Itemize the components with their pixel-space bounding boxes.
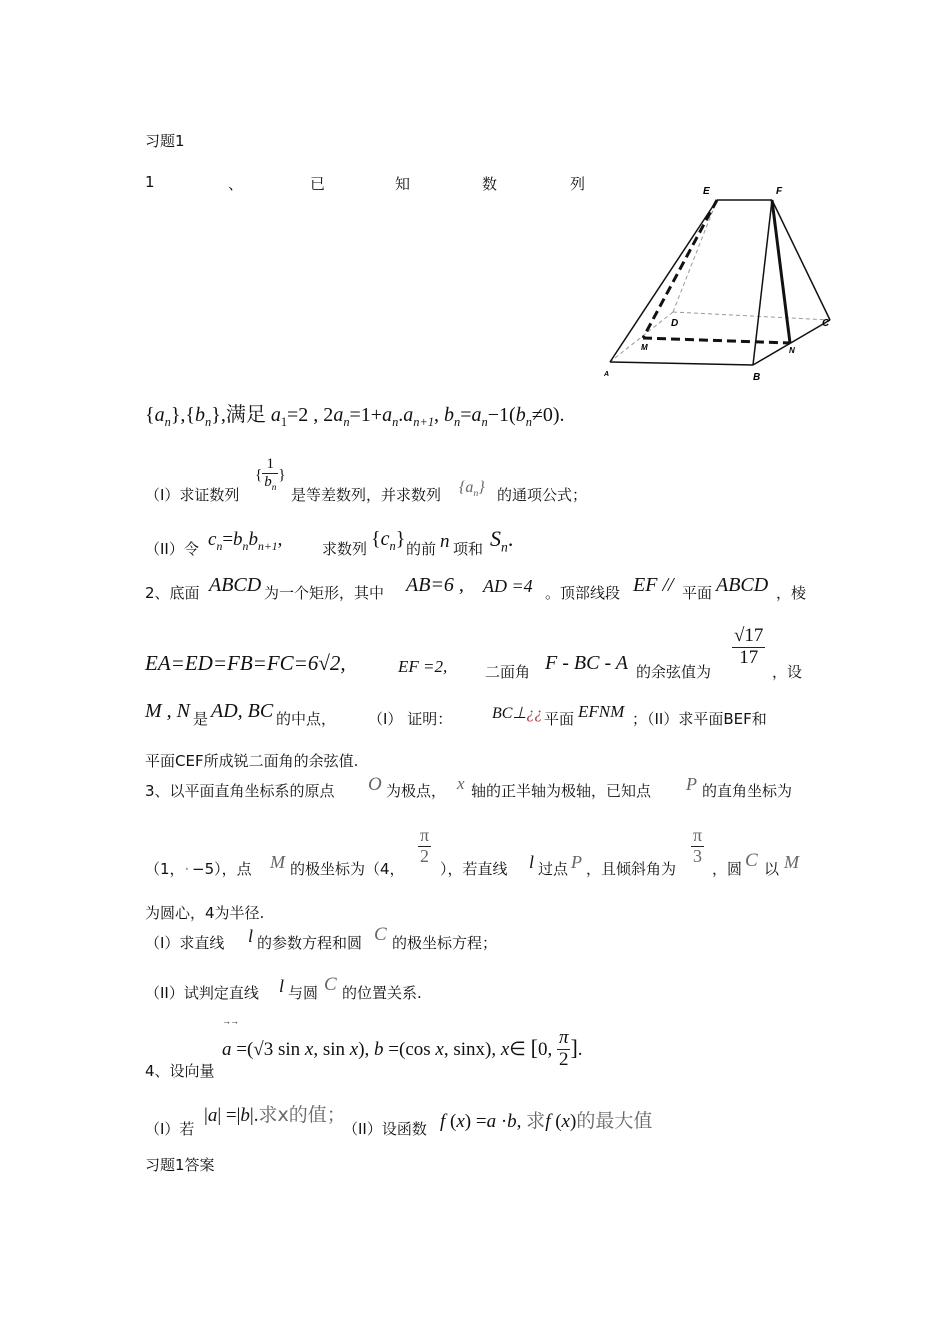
q1-part2-mid2: 的前 — [406, 540, 437, 558]
q3-line3: 为圆心，4为半径. — [145, 904, 265, 922]
q2-ef-length: EF =2, — [398, 657, 448, 676]
q3-part1-l: l — [248, 926, 254, 946]
q3-x-var: x — [457, 774, 465, 793]
label-B: B — [753, 372, 761, 383]
q3-part2-l: l — [279, 976, 285, 996]
q3-part1-c: 的极坐标方程； — [392, 934, 498, 952]
label-F: F — [776, 186, 783, 197]
edge-FN — [772, 200, 790, 343]
q2-mn: M , N — [145, 700, 191, 722]
edge-BC — [753, 320, 830, 365]
q1-word-1: 已 — [310, 175, 326, 193]
q3-line1-d: 的直角坐标为 — [702, 782, 793, 800]
q4-vector-arrows: →→ — [222, 1016, 238, 1026]
q1-part2-label: （II）令 — [145, 540, 199, 558]
q3-part2-a: （II）试判定直线 — [145, 984, 259, 1002]
q2-edge-lengths: EA=ED=FB=FC=6√2, — [145, 651, 346, 675]
label-N: N — [789, 346, 795, 355]
answers-title: 习题1答案 — [145, 1156, 215, 1174]
q2-line1-e: ，棱 — [776, 584, 807, 602]
q2-line3-c: （I） 证明： — [368, 710, 453, 728]
label-A: A — [604, 371, 610, 378]
q3-part1-a: （Ⅰ）求直线 — [145, 934, 225, 952]
edge-DA — [610, 312, 673, 362]
q3-point-M2: M — [784, 852, 799, 872]
q2-bc-perp: BC⊥¿¿ — [492, 705, 543, 722]
q3-point-P: P — [686, 774, 697, 794]
q1-part1-end: 的通项公式； — [497, 486, 588, 504]
q4-label: 4、设向量 — [145, 1062, 215, 1080]
q2-line4: 平面CEF所成锐二面角的余弦值. — [145, 752, 359, 770]
q4-part1: （I）若 — [145, 1120, 195, 1138]
label-M: M — [641, 343, 648, 352]
q3-line1-a: 3、以平面直角坐标系的原点 — [145, 782, 335, 800]
q2-efnm: EFNM — [578, 702, 625, 721]
q2-line2-b: 的余弦值为 — [636, 663, 712, 681]
q2-line3-e: ；（II）求平面BEF和 — [632, 710, 767, 728]
q1-condition: $\{a_n\},\{b_n\}$,满足 $a_1=2$ , $2a_n=1+a_n.a_{n+1}$, $b_n=a_n-1(b_n\ne 0)$. — [145, 402, 565, 429]
q3-point-M: M — [270, 852, 285, 872]
q3-part2-c: 的位置关系. — [342, 984, 422, 1002]
solid-figure — [595, 180, 845, 385]
edge-MN — [643, 338, 790, 343]
q3-line2-h: 以 — [764, 860, 780, 878]
q4-part2-tail: 的最大值 — [576, 1110, 653, 1132]
q3-part2-b: 与圆 — [288, 984, 319, 1002]
q3-part1-C: C — [374, 924, 387, 945]
q2-line1-d: 平面 — [682, 584, 713, 602]
q3-line2-c: 的极坐标为（4， — [290, 860, 405, 878]
q3-line2-a: （1， — [145, 860, 185, 878]
q1-word-2: 知 — [395, 175, 411, 193]
q2-line2-c: ，设 — [772, 663, 803, 681]
q3-line2-e: 过点 — [538, 860, 569, 878]
q1-n-var: n — [440, 531, 450, 552]
q4-vector-formula: a =(√3 sin x, sin x), b =(cos x, sinx), x∈ [0, $\frac{\pi}{2}$ ]. — [222, 1027, 583, 1070]
label-C: C — [822, 318, 830, 329]
q2-abcd-2: ABCD — [716, 574, 769, 596]
edge-FB — [753, 200, 772, 365]
q2-line3-d: 平面 — [544, 710, 575, 728]
q2-line3-a: 是 — [193, 710, 209, 728]
q1-number: 1 — [145, 173, 155, 191]
q3-line1-b: 为极点， — [386, 782, 447, 800]
q1-word-3: 数 — [482, 175, 498, 193]
q3-line1-c: 轴的正半轴为极轴，已知点 — [471, 782, 652, 800]
q2-ef-parallel: EF // — [633, 574, 674, 596]
q2-ad-eq: AD =4 — [483, 576, 533, 596]
q2-ad-bc: AD, BC — [211, 700, 274, 722]
edge-DC — [673, 312, 830, 320]
q1-word-4: 列 — [570, 175, 586, 193]
q4-part2: （II）设函数 — [343, 1120, 427, 1138]
q2-line1-a: 2、底面 — [145, 584, 200, 602]
q2-abcd-1: ABCD — [209, 574, 262, 596]
q3-part1-b: 的参数方程和圆 — [257, 934, 363, 952]
q1-part1-mid: 是等差数列，并求数列 — [291, 486, 442, 504]
q2-line1-c: 。顶部线段 — [545, 584, 621, 602]
q2-line2-a: 二面角 — [485, 663, 531, 681]
q2-dihedral-angle: F - BC - A — [545, 652, 628, 674]
q3-line2-g: ，圆 — [712, 860, 743, 878]
q1-an-set: $\{a_n\}$ — [459, 479, 485, 500]
label-E: E — [703, 186, 710, 197]
q1-cn-formula: $c_n=b_nb_{n+1}$, — [208, 529, 283, 553]
q1-recip-b-fraction: { $\frac{1}{b_n}$ } — [255, 456, 286, 493]
q2-line3-b: 的中点， — [276, 710, 337, 728]
label-D: D — [671, 318, 679, 329]
q3-mark: . — [184, 854, 190, 875]
q3-line2-b: −5），点 — [192, 860, 252, 878]
edge-AB — [610, 362, 753, 365]
q4-function: f (x) =a ·b, 求f (x)的最大值 — [440, 1110, 653, 1132]
q3-pi-over-2: $\frac{\pi}{2}$ — [420, 825, 430, 866]
q3-pi-over-3: $\frac{\pi}{3}$ — [693, 825, 703, 866]
q1-comma: 、 — [228, 175, 244, 193]
q4-part1-tail: 求x的值； — [258, 1104, 346, 1126]
q3-line2-f: ，且倾斜角为 — [586, 860, 677, 878]
q1-part2-mid: 求数列 — [322, 540, 368, 558]
q1-part2-mid3: 项和 — [453, 540, 484, 558]
q4-abs-eq: |a| =|b|.求x的值； — [204, 1104, 346, 1126]
q2-ab-eq: AB=6 , — [406, 574, 464, 596]
q3-line-l: l — [529, 852, 535, 872]
q1-cn-set: $\{c_n\}$ — [371, 528, 406, 553]
q1-part1-label: （I）求证数列 — [145, 486, 240, 504]
q3-circle-C: C — [745, 850, 758, 871]
q1-sn: $S_n$. — [490, 526, 514, 555]
q3-line2-d: ），若直线 — [440, 860, 508, 878]
q2-cos-fraction: $\frac{√17}{17}$ — [734, 625, 764, 668]
q3-part2-C: C — [324, 974, 337, 995]
edge-EM — [643, 200, 717, 338]
q3-origin-O: O — [368, 774, 382, 795]
section-title: 习题1 — [145, 132, 185, 150]
q2-line1-b: 为一个矩形，其中 — [264, 584, 385, 602]
q3-point-P2: P — [571, 852, 582, 872]
